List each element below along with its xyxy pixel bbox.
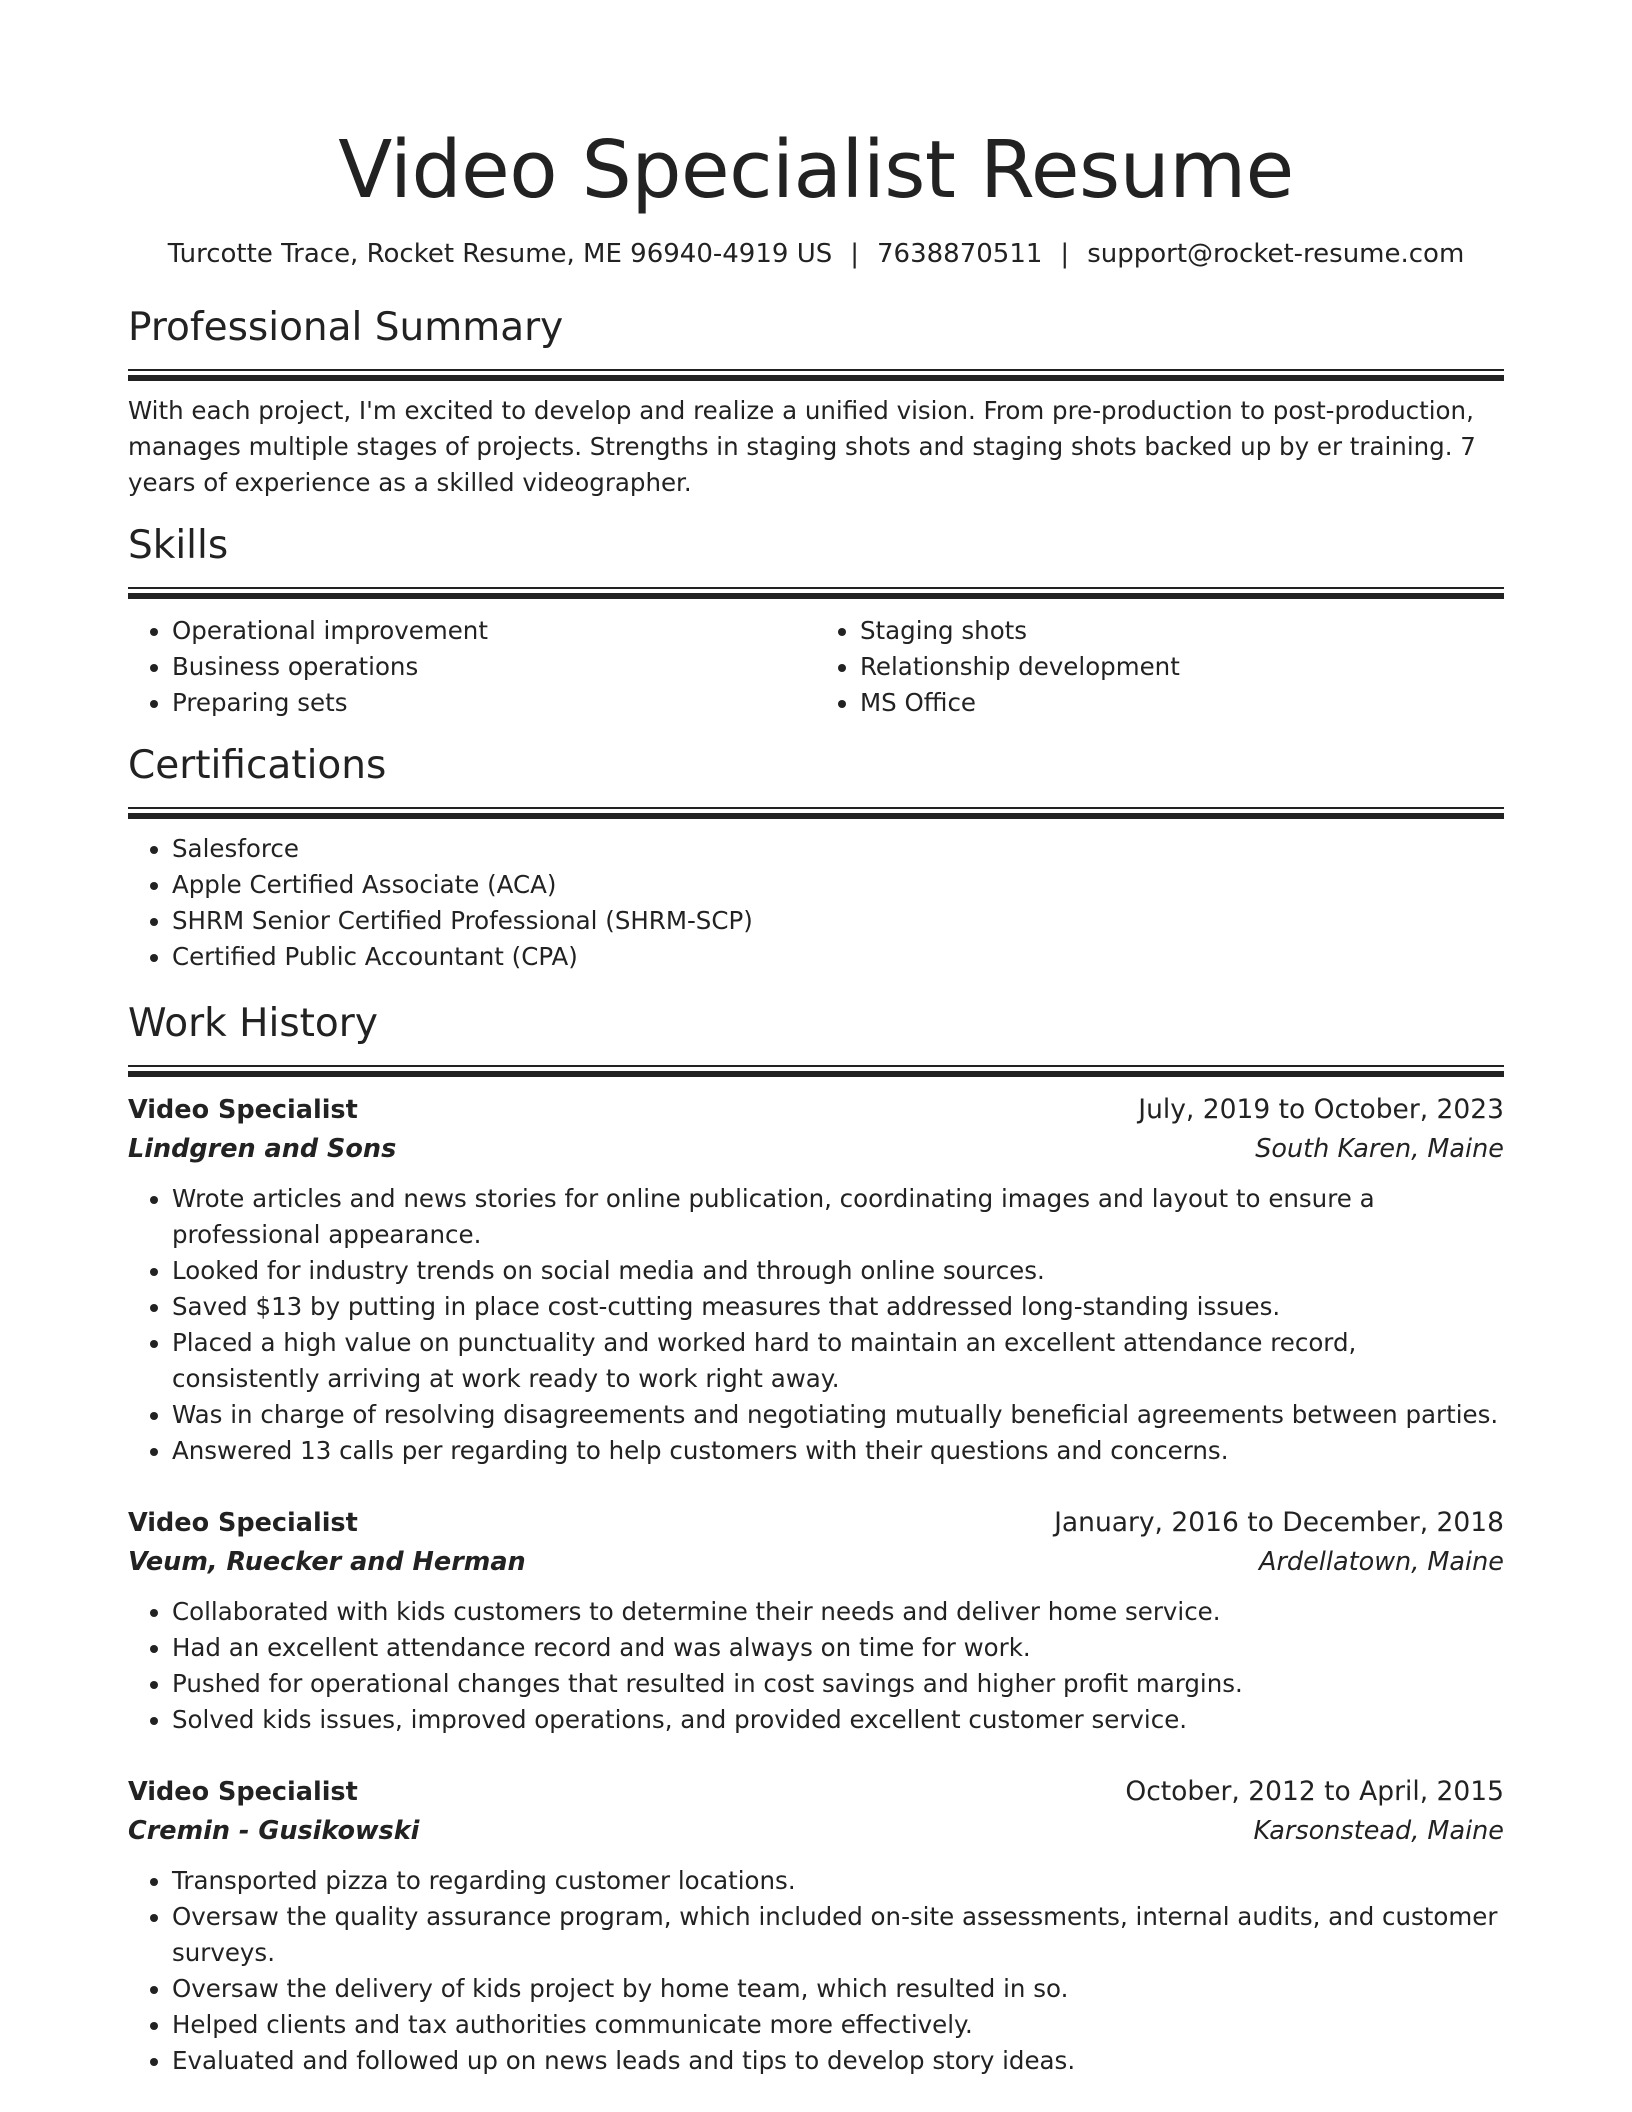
section-heading-work: Work History [128,1001,378,1046]
certification-item: • Salesforce [172,831,1504,867]
job-bullet: • Oversaw the delivery of kids project by home team, which resulted in so. [172,1971,1504,2007]
job-entry [128,1772,1504,2079]
section-heading-summary: Professional Summary [128,305,564,350]
job-bullets [128,1181,1504,1469]
job-location: Karsonstead, Maine [1253,1816,1504,1846]
skills-list-right [816,613,1504,721]
skills-section [128,522,1504,721]
job-bullet: • Oversaw the quality assurance program, which included on-site assessments, internal audits, and customer surveys. [172,1899,1504,1971]
contact-email[interactable]: support@rocket-resume.com [1087,239,1465,269]
contact-line [128,238,1504,270]
job-bullet: • Solved kids issues, improved operations, and provided excellent customer service. [172,1702,1504,1738]
contact-separator: | [850,239,859,269]
job-bullet: • Wrote articles and news stories for online publication, coordinating images and layout to ensure a professional appearance. [172,1181,1504,1253]
skill-item: • MS Office [860,685,1504,721]
contact-phone: 7638870511 [877,239,1043,269]
job-bullet: • Was in charge of resolving disagreements and negotiating mutually beneficial agreements between parties. [172,1397,1504,1433]
certification-item: • SHRM Senior Certified Professional (SHRM-SCP) [172,903,1504,939]
job-entry [128,1090,1504,1469]
job-bullet: • Had an excellent attendance record and was always on time for work. [172,1630,1504,1666]
job-subheader [128,1130,1504,1168]
summary-text: With each project, I'm excited to develop and realize a unified vision. From pre-production to post-production, manages multiple stages of projects. Strengths in staging shots and staging shots backed up by er training. 7 years of experience as a skilled videographer. [128,396,1476,497]
job-location: Ardellatown, Maine [1259,1547,1504,1577]
job-subheader [128,1543,1504,1581]
skill-item: • Business operations [172,649,816,685]
skill-item: • Staging shots [860,613,1504,649]
work-section [128,1000,1504,2079]
job-bullet: • Answered 13 calls per regarding to help customers with their questions and concerns. [172,1433,1504,1469]
job-entry [128,1503,1504,1738]
resume-page [128,0,1504,2079]
job-dates: January, 2016 to December, 2018 [1054,1507,1504,1538]
certification-item: • Certified Public Accountant (CPA) [172,939,1504,975]
skill-item: • Preparing sets [172,685,816,721]
certifications-list [128,831,1504,975]
skill-item: • Operational improvement [172,613,816,649]
job-header [128,1772,1504,1812]
job-bullets [128,1863,1504,2079]
job-bullet: • Looked for industry trends on social media and through online sources. [172,1253,1504,1289]
section-divider [128,1065,1504,1077]
job-subheader [128,1812,1504,1850]
section-divider [128,807,1504,819]
job-title: Video Specialist [128,1095,358,1125]
job-bullet: • Transported pizza to regarding customer locations. [172,1863,1504,1899]
section-heading-certifications: Certifications [128,743,387,788]
job-header [128,1503,1504,1543]
job-bullet: • Pushed for operational changes that resulted in cost savings and higher profit margins. [172,1666,1504,1702]
skills-columns [128,613,1504,721]
job-company: Cremin - Gusikowski [128,1816,420,1846]
section-divider [128,587,1504,599]
job-bullets [128,1594,1504,1738]
job-company: Veum, Ruecker and Herman [128,1547,526,1577]
job-bullet: • Collaborated with kids customers to determine their needs and deliver home service. [172,1594,1504,1630]
skill-item: • Relationship development [860,649,1504,685]
resume-title: Video Specialist Resume [338,124,1294,216]
job-location: South Karen, Maine [1255,1134,1504,1164]
certification-item: • Apple Certified Associate (ACA) [172,867,1504,903]
certifications-section [128,742,1504,975]
job-dates: October, 2012 to April, 2015 [1125,1776,1504,1807]
contact-address: Turcotte Trace, Rocket Resume, ME 96940-4919 US [167,239,833,269]
job-bullet: • Helped clients and tax authorities communicate more effectively. [172,2007,1504,2043]
job-title: Video Specialist [128,1508,358,1538]
summary-section [128,304,1504,501]
job-title: Video Specialist [128,1777,358,1807]
contact-separator: | [1060,239,1070,269]
job-bullet: • Evaluated and followed up on news leads and tips to develop story ideas. [172,2043,1504,2079]
job-header [128,1090,1504,1130]
job-bullet: • Saved $13 by putting in place cost-cutting measures that addressed long-standing issues. [172,1289,1504,1325]
job-bullet: • Placed a high value on punctuality and worked hard to maintain an excellent attendance record, consistently arriving at work ready to work right away. [172,1325,1504,1397]
skills-list-left [128,613,816,721]
job-company: Lindgren and Sons [128,1134,397,1164]
job-dates: July, 2019 to October, 2023 [1138,1094,1504,1125]
section-heading-skills: Skills [128,523,229,568]
section-divider [128,369,1504,381]
